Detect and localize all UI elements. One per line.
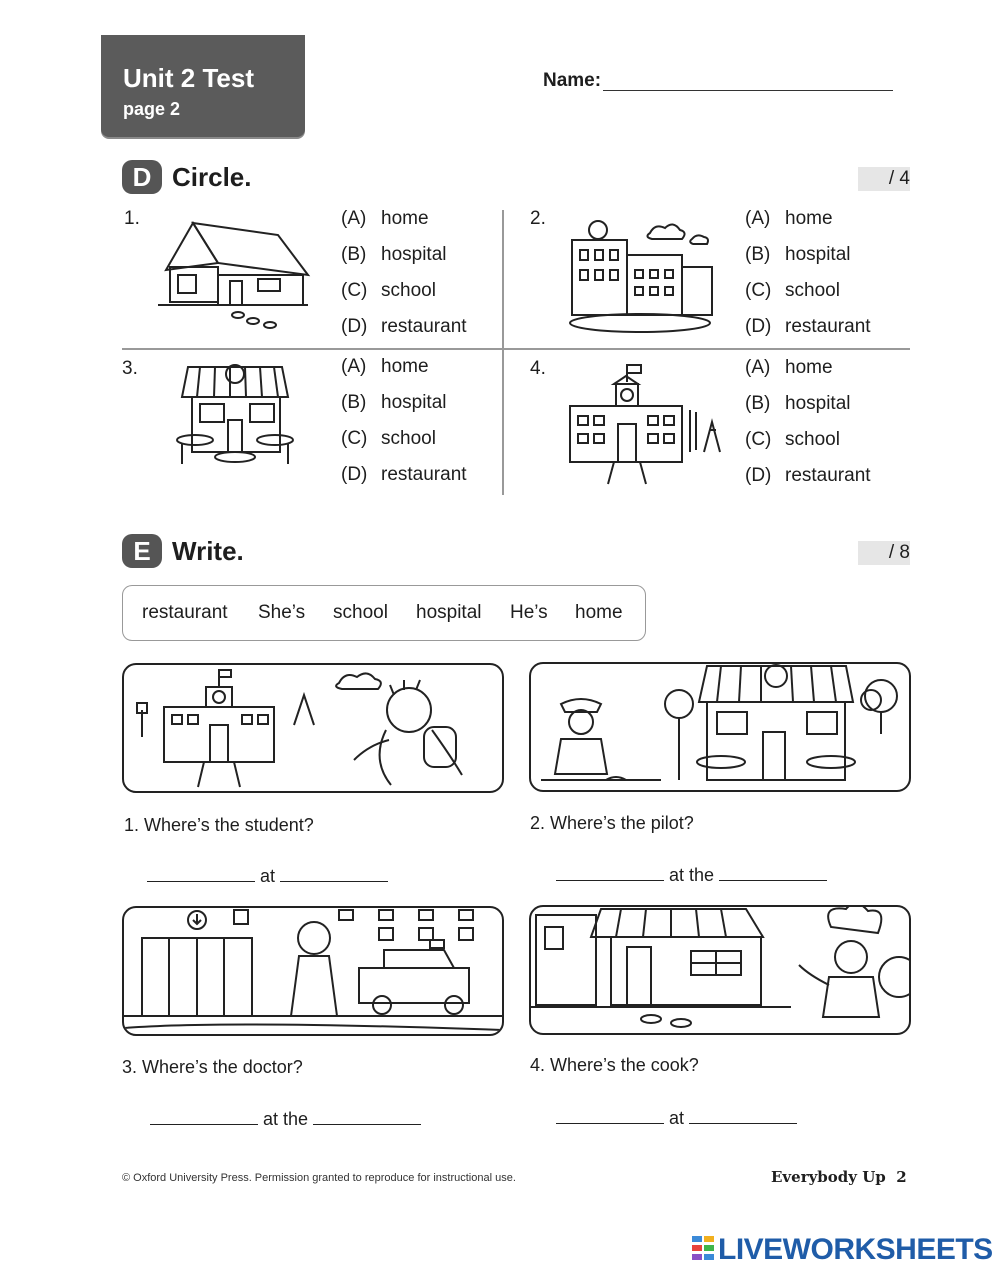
option-text: home <box>785 208 833 229</box>
option-restaurant[interactable] <box>341 316 467 352</box>
answer-blank-2[interactable] <box>689 1107 797 1124</box>
question-number: 4. <box>530 1055 546 1075</box>
answer-connector: at <box>669 1108 685 1128</box>
doctor-hospital-illustration <box>124 908 502 1034</box>
hospital-picture <box>560 215 720 335</box>
option-hospital[interactable] <box>745 244 871 280</box>
brand-name: Everybody Up <box>771 1168 886 1186</box>
option-home[interactable] <box>745 357 871 393</box>
option-letter: (C) <box>745 429 772 450</box>
option-letter: (C) <box>745 280 772 301</box>
write-q4-text <box>530 1055 699 1076</box>
answer-blank-2[interactable] <box>280 865 388 882</box>
pilot-restaurant-panel <box>529 662 911 792</box>
answer-blank-2[interactable] <box>313 1108 421 1125</box>
option-school[interactable] <box>745 280 871 316</box>
option-text: home <box>381 356 429 377</box>
page-label: page 2 <box>123 99 181 119</box>
unit-header-tab <box>101 35 305 137</box>
restaurant-picture <box>170 362 300 482</box>
option-letter: (D) <box>341 316 368 337</box>
question-text: Where’s the doctor? <box>142 1057 303 1077</box>
student-school-illustration <box>124 665 502 791</box>
write-q3-text <box>122 1057 303 1078</box>
option-hospital[interactable] <box>745 393 871 429</box>
answer-blank-1[interactable] <box>147 865 255 882</box>
write-q2-answer-line <box>556 864 827 886</box>
doctor-hospital-panel <box>122 906 504 1036</box>
option-school[interactable] <box>341 428 467 464</box>
book-brand <box>771 1168 907 1186</box>
section-d-badge: D <box>122 160 162 194</box>
option-text: hospital <box>785 393 851 414</box>
option-text: restaurant <box>381 316 467 337</box>
option-text: home <box>381 208 429 229</box>
question-number: 1. <box>124 815 140 835</box>
name-label: Name: <box>543 70 602 91</box>
circle-q2-number: 2. <box>530 208 546 229</box>
answer-connector: at the <box>669 865 715 885</box>
option-text: school <box>785 280 840 301</box>
school-picture <box>562 362 727 487</box>
option-text: restaurant <box>381 464 467 485</box>
option-text: restaurant <box>785 316 871 337</box>
unit-title: Unit 2 Test <box>123 63 254 93</box>
option-letter: (B) <box>745 393 771 414</box>
section-d-title: Circle. <box>172 162 252 192</box>
option-home[interactable] <box>341 208 467 244</box>
option-letter: (D) <box>745 465 772 486</box>
answer-blank-1[interactable] <box>556 864 664 881</box>
cook-home-illustration <box>531 907 909 1033</box>
option-letter: (B) <box>745 244 771 265</box>
option-hospital[interactable] <box>341 244 467 280</box>
option-home[interactable] <box>341 356 467 392</box>
word-bank-item: restaurant <box>142 602 228 623</box>
section-d-score <box>858 167 910 191</box>
option-school[interactable] <box>745 429 871 465</box>
question-number: 2. <box>530 813 546 833</box>
circle-q4-options <box>745 357 871 501</box>
option-letter: (A) <box>745 208 771 229</box>
option-letter: (D) <box>341 464 368 485</box>
option-hospital[interactable] <box>341 392 467 428</box>
pilot-restaurant-illustration <box>531 664 909 790</box>
option-letter: (D) <box>745 316 772 337</box>
option-letter: (A) <box>745 357 771 378</box>
answer-blank-2[interactable] <box>719 864 827 881</box>
word-bank-item: hospital <box>416 602 482 623</box>
section-e-title: Write. <box>172 536 244 566</box>
section-e-score-text: / 8 <box>888 542 910 563</box>
option-letter: (B) <box>341 392 367 413</box>
option-restaurant[interactable] <box>341 464 467 500</box>
liveworksheets-logo-icon <box>692 1236 716 1262</box>
grid-divider-vertical <box>502 210 504 495</box>
word-bank-item: school <box>333 602 388 623</box>
section-d-score-text: / 4 <box>888 168 910 189</box>
option-letter: (C) <box>341 428 368 449</box>
option-letter: (A) <box>341 208 367 229</box>
option-school[interactable] <box>341 280 467 316</box>
option-text: hospital <box>381 244 447 265</box>
answer-connector: at <box>260 866 276 886</box>
circle-q2-options <box>745 208 871 352</box>
circle-q1-options <box>341 208 467 352</box>
write-q1-answer-line <box>147 865 388 887</box>
option-home[interactable] <box>745 208 871 244</box>
word-bank-item: She’s <box>258 602 306 623</box>
section-e-score <box>858 541 910 565</box>
option-text: school <box>381 428 436 449</box>
word-bank-item: He’s <box>510 602 548 623</box>
answer-blank-1[interactable] <box>556 1107 664 1124</box>
question-text: Where’s the pilot? <box>550 813 694 833</box>
write-q3-answer-line <box>150 1108 421 1130</box>
page-number: 2 <box>896 1168 907 1186</box>
option-letter: (B) <box>341 244 367 265</box>
option-text: school <box>381 280 436 301</box>
copyright-note: © Oxford University Press. Permission granted to reproduce for instructional use. <box>122 1172 516 1184</box>
option-text: hospital <box>785 244 851 265</box>
answer-blank-1[interactable] <box>150 1108 258 1125</box>
option-restaurant[interactable] <box>745 316 871 352</box>
question-text: Where’s the cook? <box>550 1055 699 1075</box>
circle-q3-number: 3. <box>122 358 138 379</box>
question-text: Where’s the student? <box>144 815 314 835</box>
answer-connector: at the <box>263 1109 309 1129</box>
circle-q3-options <box>341 356 467 500</box>
word-bank <box>122 585 646 641</box>
option-text: hospital <box>381 392 447 413</box>
liveworksheets-watermark: LIVEWORKSHEETS <box>718 1233 993 1266</box>
option-letter: (C) <box>341 280 368 301</box>
circle-q4-number: 4. <box>530 358 546 379</box>
option-restaurant[interactable] <box>745 465 871 501</box>
option-text: home <box>785 357 833 378</box>
section-e-badge: E <box>122 534 162 568</box>
word-bank-item: home <box>575 602 623 623</box>
option-letter: (A) <box>341 356 367 377</box>
option-text: school <box>785 429 840 450</box>
name-field[interactable] <box>603 90 893 91</box>
write-q1-text <box>124 815 314 836</box>
circle-q1-number: 1. <box>124 208 140 229</box>
cook-home-panel <box>529 905 911 1035</box>
write-q2-text <box>530 813 694 834</box>
student-school-panel <box>122 663 504 793</box>
option-text: restaurant <box>785 465 871 486</box>
write-q4-answer-line <box>556 1107 797 1129</box>
question-number: 3. <box>122 1057 138 1077</box>
house-picture <box>158 215 313 330</box>
